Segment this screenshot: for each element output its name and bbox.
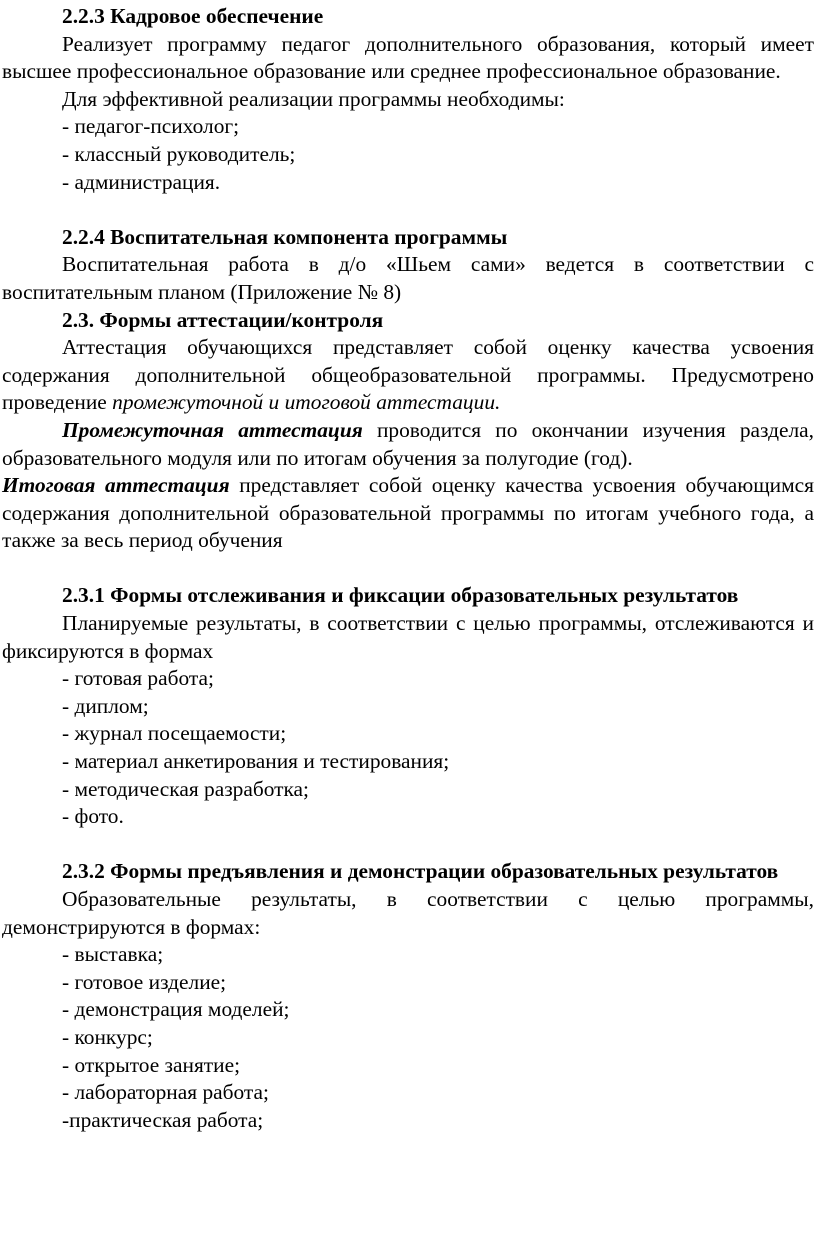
paragraph [2,472,814,555]
paragraph: Образовательные результаты, в соответствии с целью программы, демонстрируются в формах: [2,887,814,939]
list-item: - открытое занятие; [62,1052,241,1077]
paragraph [2,417,814,472]
paragraph: Планируемые результаты, в соответствии с целью программы, отслеживаются и фиксируются в формах [2,611,814,663]
term-intermediate-attestation: Промежуточная аттестация [62,417,363,442]
paragraph: Реализует программу педагог дополнительного образования, который имеет высшее профессиональное образование или среднее профессиональное образование. [2,31,814,84]
list-item: -практическая работа; [62,1107,264,1132]
paragraph-text: Аттестация обучающихся представляет собой оценку качества усвоения содержания дополнительной общеобразовательной программы. Предусмотрено проведение [2,335,814,415]
list-item: - готовая работа; [62,666,214,691]
paragraph: Воспитательная работа в д/о «Шьем сами» ведется в соответствии с воспитательным планом (Приложение № 8) [2,252,814,304]
list-item: - классный руководитель; [62,141,296,166]
spacer [2,555,814,583]
list-item: - демонстрация моделей; [62,997,290,1022]
paragraph: Для эффективной реализации программы необходимы: [62,86,565,111]
section-heading-2-3-1: 2.3.1 Формы отслеживания и фиксации образовательных результатов [62,583,739,608]
list-item: - лабораторная работа; [62,1080,269,1105]
list-item: - администрация. [62,169,221,194]
paragraph-text: представляет собой оценку качества усвоения обучающимся содержания дополнительной образовательной программы по итогам учебного года, а также за весь период обучения [2,473,814,553]
spacer [2,831,814,859]
section-heading-2-2-3: 2.2.3 Кадровое обеспечение [62,4,324,28]
list-item: - готовое изделие; [62,969,227,994]
list-item: - педагог-психолог; [62,114,240,139]
document-page [0,3,816,1241]
list-item: - материал анкетирования и тестирования; [62,749,450,774]
list-item: - конкурс; [62,1024,153,1049]
paragraph [2,334,814,417]
section-heading-2-3: 2.3. Формы аттестации/контроля [62,307,384,332]
spacer [2,196,814,224]
list-item: - диплом; [62,693,149,718]
list-item: - выставка; [62,942,164,967]
italic-text: промежуточной и итоговой аттестации. [112,390,501,415]
list-item: - фото. [62,804,124,829]
list-item: - методическая разработка; [62,776,309,801]
term-final-attestation: Итоговая аттестация [2,473,230,498]
paragraph-text: проводится по окончании изучения раздела, образовательного модуля или по итогам обучения за полугодие (год). [2,417,814,470]
section-heading-2-2-4: 2.2.4 Воспитательная компонента программы [62,224,508,249]
section-heading-2-3-2: 2.3.2 Формы предъявления и демонстрации образовательных результатов [62,859,779,884]
list-item: - журнал посещаемости; [62,721,287,746]
